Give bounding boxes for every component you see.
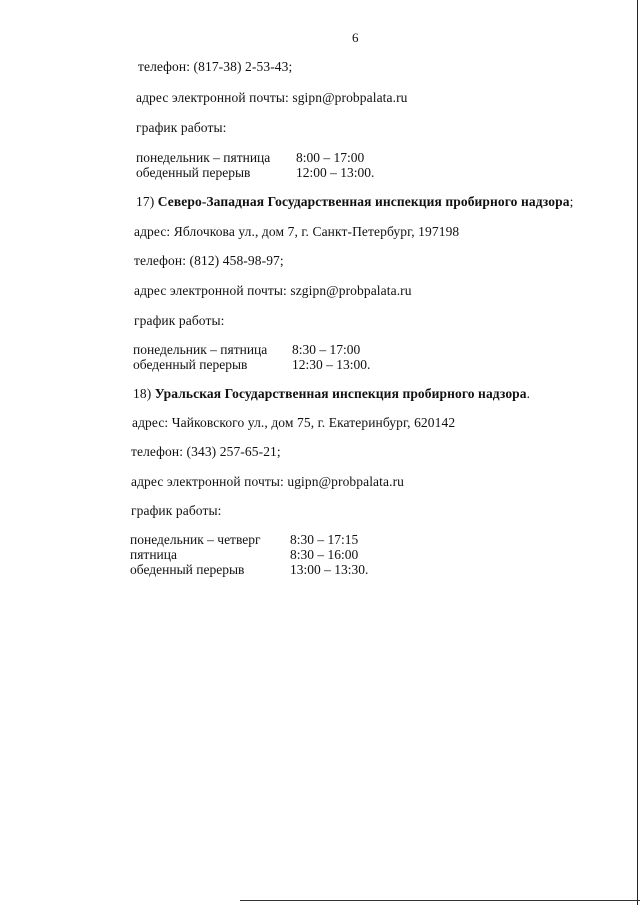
s16-schedule-label: график работы:: [136, 120, 227, 135]
s18-title-end: .: [526, 386, 531, 401]
schedule-days: понедельник – четверг: [130, 532, 261, 547]
s18-title: Уральская Государственная инспекция пробирного надзора: [154, 386, 527, 401]
s18-address: адрес: Чайковского ул., дом 75, г. Екатеринбург, 620142: [132, 415, 456, 430]
s18-number: 18): [133, 386, 155, 401]
page-edge-right: [637, 0, 638, 905]
schedule-hours: 8:00 – 17:00: [296, 150, 365, 165]
schedule-hours: 8:30 – 16:00: [290, 547, 359, 562]
schedule-days: обеденный перерыв: [130, 562, 245, 577]
schedule-hours: 8:30 – 17:15: [290, 532, 359, 547]
schedule-hours: 8:30 – 17:00: [292, 342, 361, 357]
schedule-days: понедельник – пятница: [136, 150, 271, 165]
schedule-hours: 12:30 – 13:00.: [292, 357, 371, 372]
s17-phone: телефон: (812) 458-98-97;: [134, 253, 284, 268]
schedule-hours: 13:00 – 13:30.: [290, 562, 369, 577]
s17-heading: [136, 194, 573, 210]
schedule-hours: 12:00 – 13:00.: [296, 165, 375, 180]
s16-phone: телефон: (817-38) 2-53-43;: [138, 59, 293, 74]
s17-number: 17): [136, 194, 158, 209]
page-number: 6: [352, 30, 359, 45]
schedule-days: обеденный перерыв: [136, 165, 251, 180]
s16-email: адрес электронной почты: sgipn@probpalata.ru: [136, 90, 408, 105]
s18-heading: [133, 386, 530, 402]
schedule-days: обеденный перерыв: [133, 357, 248, 372]
s17-email: адрес электронной почты: szgipn@probpalata.ru: [134, 283, 412, 298]
s17-address: адрес: Яблочкова ул., дом 7, г. Санкт-Петербург, 197198: [134, 224, 460, 239]
s17-title-end: ;: [569, 194, 574, 209]
s17-title: Северо-Западная Государственная инспекция пробирного надзора: [157, 194, 570, 209]
s17-schedule-label: график работы:: [134, 313, 225, 328]
schedule-days: пятница: [130, 547, 177, 562]
s18-phone: телефон: (343) 257-65-21;: [131, 444, 281, 459]
s18-email: адрес электронной почты: ugipn@probpalata.ru: [131, 474, 405, 489]
s18-schedule-label: график работы:: [131, 503, 222, 518]
page-edge-bottom: [240, 900, 640, 901]
schedule-days: понедельник – пятница: [133, 342, 268, 357]
